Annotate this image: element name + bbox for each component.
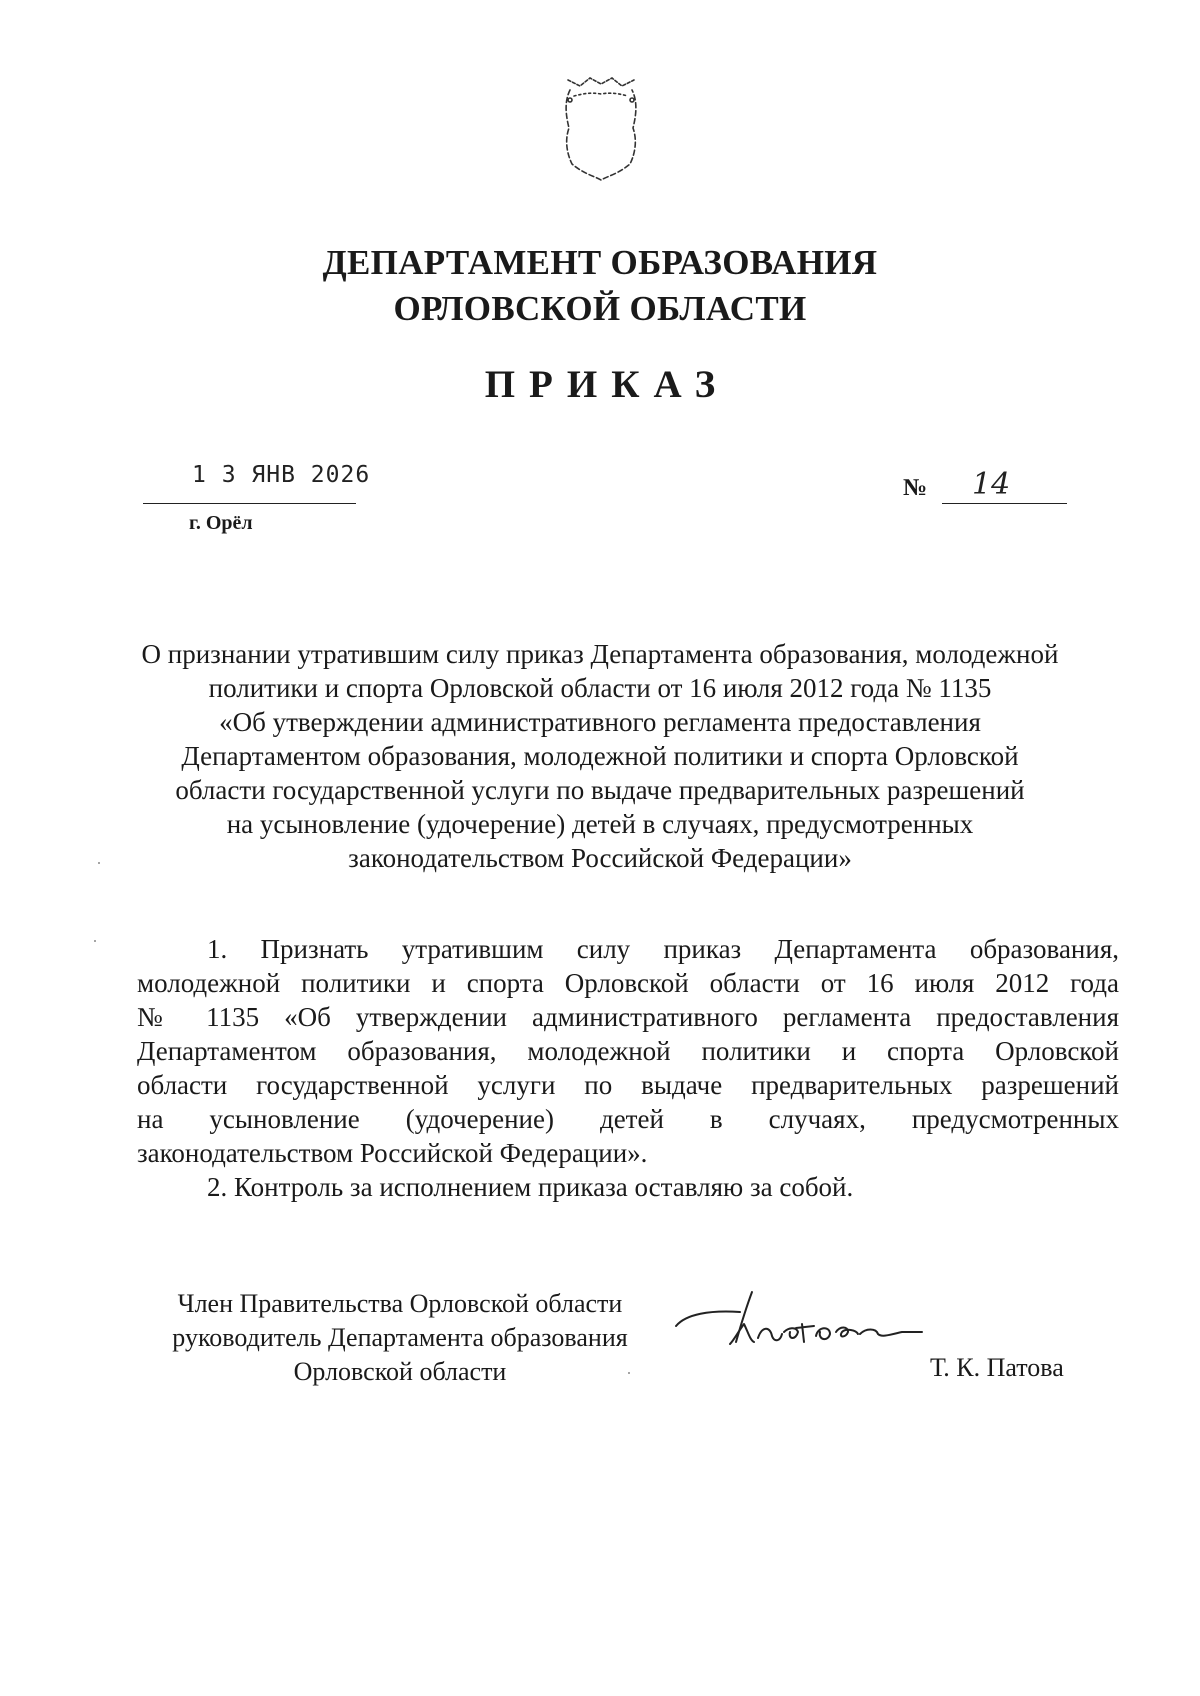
subject-line: «Об утверждении административного регламента предоставления: [219, 707, 981, 737]
position-line: Орловской области: [293, 1357, 507, 1386]
date-stamp: 1 3 ЯНВ 2026: [192, 462, 371, 488]
subject-line: области государственной услуги по выдаче предварительных разрешений: [175, 775, 1025, 805]
subject-line: политики и спорта Орловской области от 16 июля 2012 года № 1135: [208, 673, 992, 703]
coat-of-arms-icon: [560, 72, 642, 184]
subject-line: на усыновление (удочерение) детей в случаях, предусмотренных: [226, 809, 974, 839]
number-sign: №: [903, 475, 928, 501]
handwritten-signature: [670, 1282, 930, 1372]
order-number: 14: [972, 467, 1011, 502]
signer-name: Т. К. Патова: [930, 1353, 1064, 1382]
paragraph1-line: области государственной услуги по выдаче предварительных разрешений: [137, 1070, 1119, 1100]
scan-speck: [628, 1372, 630, 1374]
date-underline: [143, 503, 356, 504]
document-type-title: ПРИКАЗ: [484, 363, 730, 406]
signatory-position: [140, 1287, 660, 1389]
subject-line: законодательством Российской Федерации»: [348, 843, 852, 873]
paragraph1-line: 1. Признать утратившим силу приказ Департамента образования,: [207, 934, 1119, 964]
organization-name-line1: ДЕПАРТАМЕНТ ОБРАЗОВАНИЯ: [322, 243, 878, 282]
position-line: Член Правительства Орловской области: [177, 1289, 623, 1318]
order-body: [137, 932, 1119, 1204]
paragraph1-line: № 1135 «Об утверждении административного регламента предоставления: [137, 1002, 1119, 1032]
order-subject: [100, 637, 1100, 875]
position-line: руководитель Департамента образования: [172, 1323, 628, 1352]
subject-line: Департаментом образования, молодежной политики и спорта Орловской: [181, 741, 1019, 771]
paragraph1-line: Департаментом образования, молодежной политики и спорта Орловской: [137, 1036, 1119, 1066]
paragraph1-line: на усыновление (удочерение) детей в случаях, предусмотренных: [137, 1104, 1119, 1134]
paragraph2: 2. Контроль за исполнением приказа оставляю за собой.: [207, 1172, 854, 1202]
scan-speck: [98, 862, 100, 864]
city-label: г. Орёл: [189, 512, 253, 534]
paragraph1-line: законодательством Российской Федерации».: [137, 1138, 648, 1168]
number-underline: [942, 503, 1067, 504]
paragraph1-line: молодежной политики и спорта Орловской области от 16 июля 2012 года: [137, 968, 1119, 998]
organization-name-line2: ОРЛОВСКОЙ ОБЛАСТИ: [393, 289, 807, 328]
scan-speck: [94, 940, 96, 942]
subject-line: О признании утратившим силу приказ Департамента образования, молодежной: [141, 639, 1059, 669]
